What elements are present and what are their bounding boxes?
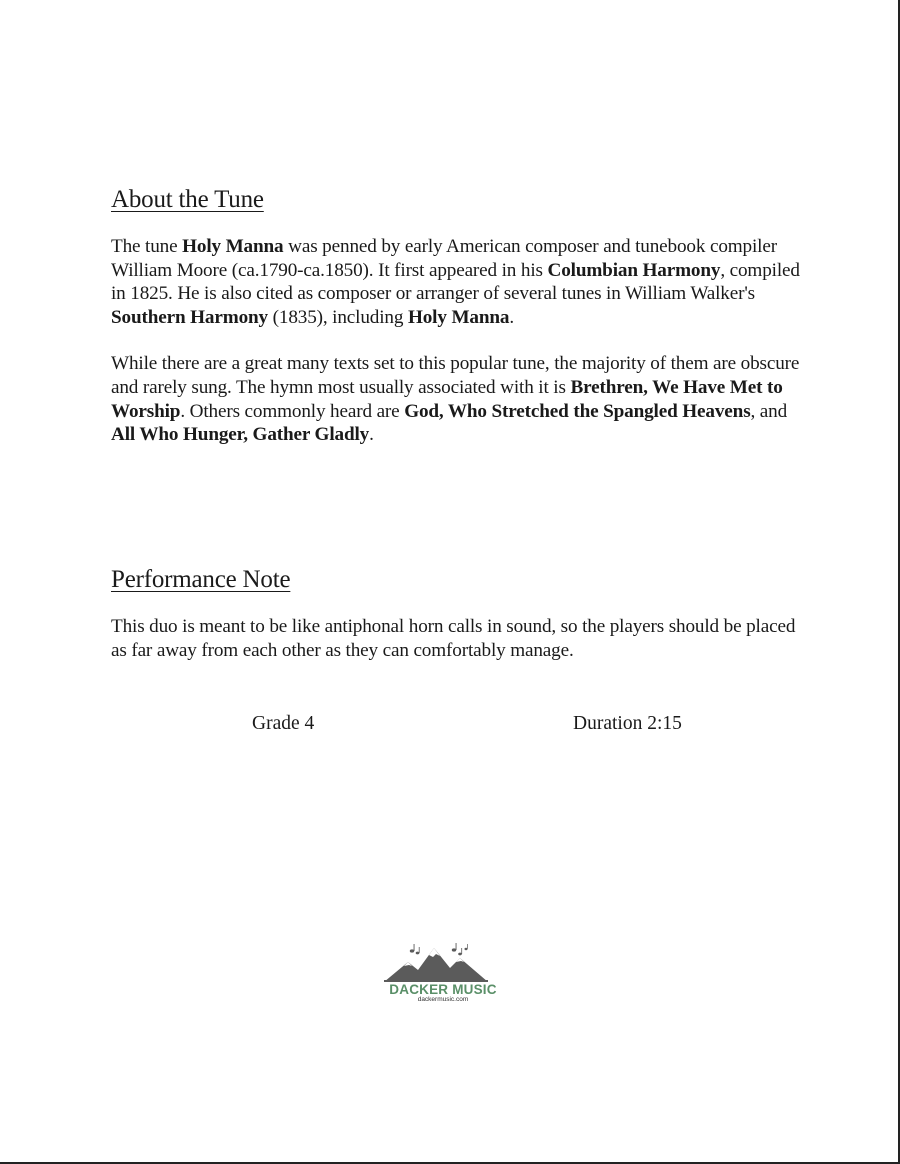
- bold-title: Columbian Harmony: [547, 259, 721, 281]
- grade-label: Grade 4: [252, 713, 315, 734]
- about-paragraph-2: [111, 352, 811, 446]
- about-heading: About the Tune: [111, 186, 264, 213]
- text-run: . Others commonly heard are: [180, 400, 405, 422]
- logo-url: dackermusic.com: [417, 996, 469, 1003]
- bold-title: Brethren, We Have Met to Worship: [111, 376, 783, 422]
- bold-title: All Who Hunger, Gather Gladly: [111, 424, 370, 446]
- text-run: .: [369, 424, 374, 446]
- bold-title: Holy Manna: [407, 306, 510, 328]
- about-paragraph-1: [111, 235, 811, 329]
- text-run: , compiled in 1825. He is also cited as composer or arranger of several tunes in William Walker's: [111, 259, 800, 305]
- mountain-notes-icon: [384, 942, 502, 984]
- performance-note-section: [111, 566, 811, 662]
- bold-title: Southern Harmony: [111, 306, 268, 328]
- bold-title: God, Who Stretched the Spangled Heavens: [404, 400, 751, 422]
- text-run: While there are a great many texts set to this popular tune, the majority of them are obscure and rarely sung. The hymn most usually associated with it is: [111, 353, 800, 398]
- logo-brand-name: DACKER MUSIC: [389, 982, 497, 997]
- text-run: The tune: [111, 236, 183, 257]
- performance-text: This duo is meant to be like antiphonal horn calls in sound, so the players should be placed as far away from each other as they can comfortably manage.: [111, 616, 796, 661]
- about-the-tune-section: [111, 186, 811, 447]
- duration-label: Duration 2:15: [573, 713, 682, 734]
- text-run: , and: [750, 400, 788, 422]
- text-run: (1835), including: [267, 306, 408, 328]
- bold-title: Holy Manna: [182, 236, 284, 257]
- text-run: was penned by early American composer and tunebook compiler William Moore (ca.1790-ca.1850). It first appeared in his: [111, 236, 777, 281]
- performance-heading: Performance Note: [111, 566, 291, 593]
- text-run: .: [509, 306, 515, 328]
- dacker-music-logo: [384, 942, 502, 1003]
